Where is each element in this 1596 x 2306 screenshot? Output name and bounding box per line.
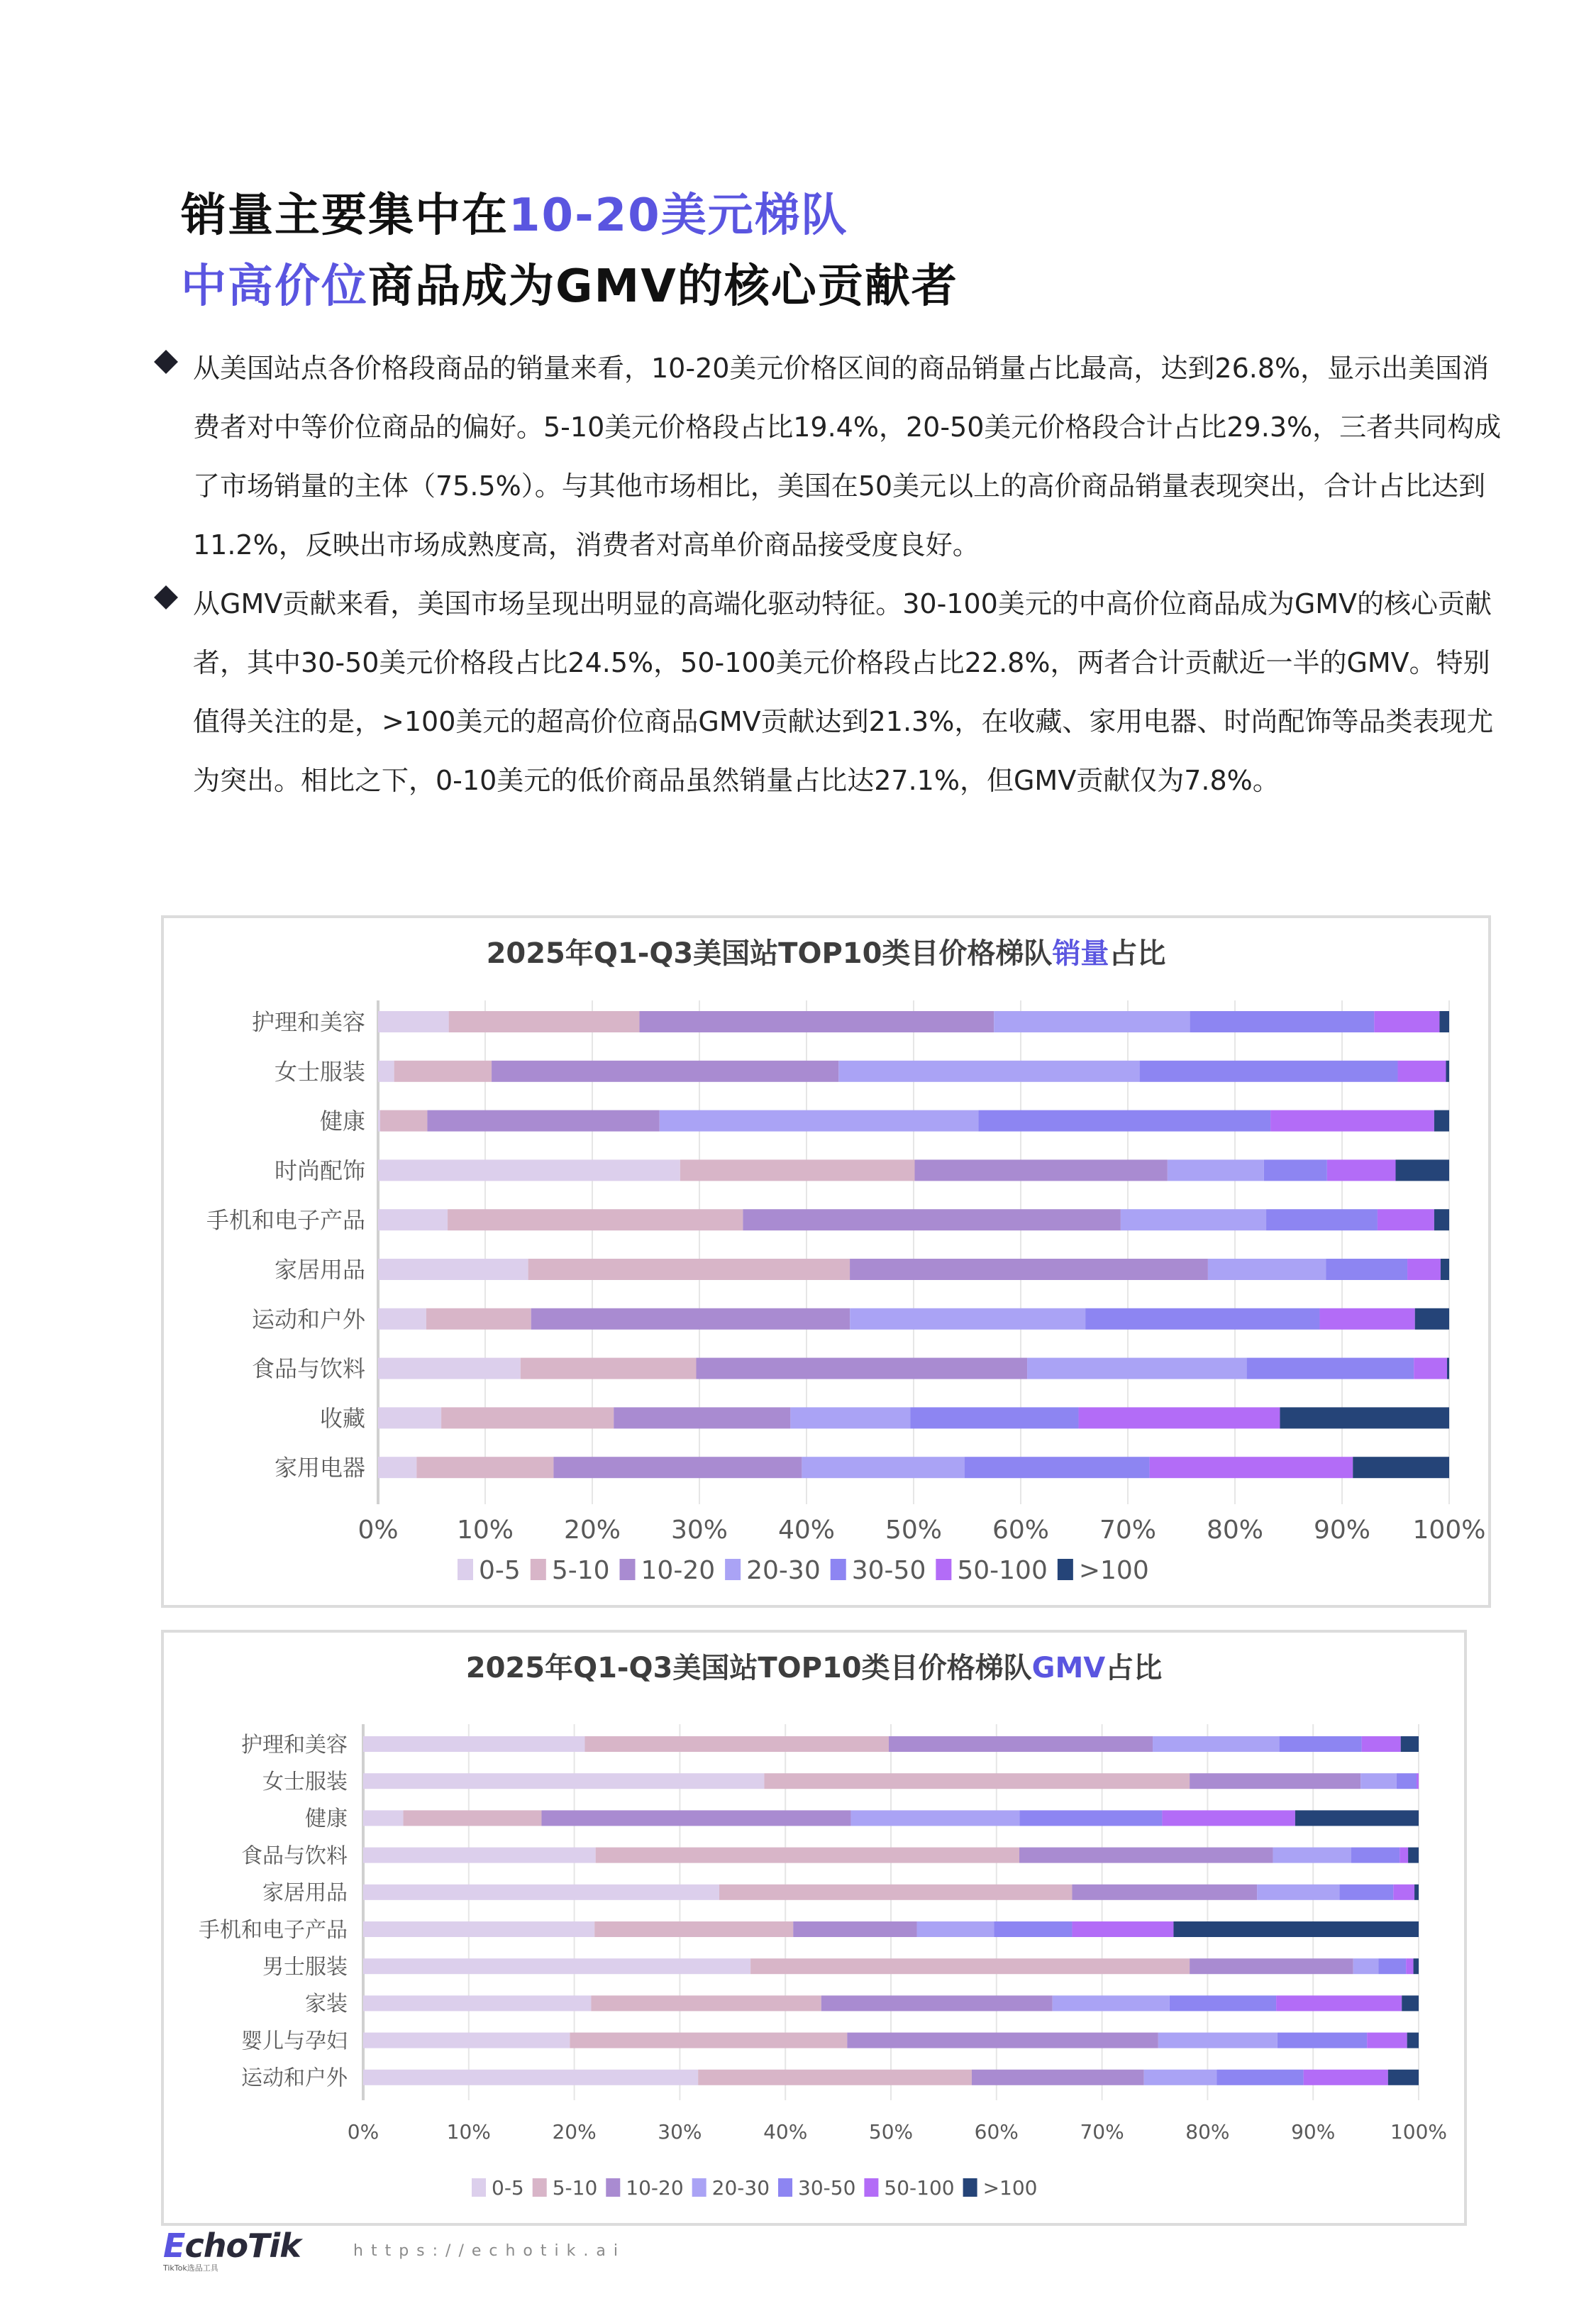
legend-swatch [692,2178,706,2197]
bar-segment-20-30 [660,1110,979,1132]
bar-segment-50-100 [1367,2033,1407,2048]
bullet-paragraph-gmv [155,575,1502,810]
legend-swatch [472,2178,486,2197]
logo-subtitle: TikTok选品工具 [163,2263,218,2273]
bullet-paragraph-sales [155,339,1502,575]
bar-segment-10-20 [847,2033,1158,2048]
legend-swatch [458,1559,473,1580]
legend-swatch [936,1559,951,1580]
category-label: 护理和美容 [241,1732,348,1758]
bar-segment-50-100 [1414,1358,1447,1379]
bar-segment-5-10 [719,1885,1072,1900]
bar-segment-20-30 [1153,1736,1280,1752]
bar-segment->100 [1441,1259,1449,1280]
bar-segment-50-100 [1276,1995,1402,2011]
bar-segment-0-5 [363,2033,570,2048]
x-tick-label: 40% [763,2120,808,2144]
page-title-line-1 [181,179,848,244]
bar-segment-30-50 [910,1407,1078,1428]
bar-segment-10-20 [850,1259,1208,1280]
x-tick-label: 70% [1099,1516,1157,1545]
legend-swatch [725,1559,741,1580]
legend-label: >100 [1078,1555,1149,1585]
bar-segment-20-30 [790,1407,910,1428]
x-tick-label: 60% [992,1516,1050,1545]
bar-segment->100 [1173,1921,1419,1937]
bar-segment->100 [1401,1736,1419,1752]
bar-segment-20-30 [850,1308,1085,1330]
bar-segment->100 [1434,1110,1449,1132]
diamond-bullet-icon [154,585,178,609]
bar-segment-0-5 [363,1995,591,2011]
x-tick-label: 30% [670,1516,728,1545]
bar-segment-10-20 [821,1995,1053,2011]
bar-segment-10-20 [696,1358,1027,1379]
legend-swatch [606,2178,620,2197]
legend-label: 5-10 [551,1555,610,1585]
category-label: 食品与饮料 [251,1355,365,1383]
bar-segment-30-50 [1170,1995,1276,2011]
bar-segment-10-20 [915,1159,1168,1181]
page-title-line-2 [181,250,958,315]
bar-segment-5-10 [570,2033,847,2048]
bar-segment-5-10 [441,1407,614,1428]
legend-label: 10-20 [641,1555,716,1585]
legend-swatch [1058,1559,1073,1580]
bar-segment-0-5 [378,1457,416,1478]
chart-title-prefix: 2025年Q1-Q3美国站TOP10类目价格梯队 [486,937,1053,970]
category-label: 女士服装 [274,1058,365,1086]
bar-segment-50-100 [1079,1407,1280,1428]
bar-segment-10-20 [492,1061,838,1082]
bar-segment-0-5 [378,1358,521,1379]
x-tick-label: 20% [563,1516,621,1545]
bar-segment-30-50 [1190,1011,1375,1032]
bar-segment->100 [1295,1810,1419,1826]
legend-swatch [533,2178,547,2197]
bar-segment-20-30 [1144,2070,1217,2085]
gmv-share-chart [161,1630,1467,2226]
bar-segment-0-5 [378,1407,441,1428]
bar-segment-20-30 [1158,2033,1278,2048]
x-tick-label: 30% [658,2120,702,2144]
x-tick-label: 100% [1390,2120,1448,2144]
category-label: 时尚配饰 [274,1157,365,1184]
bar-segment->100 [1396,1159,1450,1181]
bar-segment->100 [1388,2070,1419,2085]
bar-segment-5-10 [448,1209,743,1230]
bullet-text: 从GMV贡献来看，美国市场呈现出明显的高端化驱动特征。30-100美元的中高价位商品成为GMV的核心贡献者，其中30-50美元价格段占比24.5%，50-100美元价格段占比22.8%，两者合计贡献近一半的GMV。特别值得关注的是，>100美元的超高价位商品GMV贡献达到21.3%，在收藏、家用电器、时尚配饰等品类表现尤为突出。相比之下，0-10美元的低价商品虽然销量占比达27.1%，但GMV贡献仅为7.8%。 [193,588,1494,796]
bar-segment->100 [1446,1061,1449,1082]
bar-segment-10-20 [793,1921,916,1937]
bar-segment-20-30 [1257,1885,1339,1900]
bar-segment-30-50 [994,1921,1072,1937]
legend-label: 50-100 [884,2176,955,2200]
x-tick-label: 70% [1080,2120,1124,2144]
x-tick-label: 80% [1185,2120,1230,2144]
footer-url-link[interactable]: https://echotik.ai [353,2242,626,2260]
bar-segment-0-5 [378,1061,394,1082]
bar-segment-10-20 [1019,1848,1273,1863]
bar-segment-20-30 [802,1457,964,1478]
bar-segment-30-50 [1140,1061,1398,1082]
chart-title-accent: GMV [1031,1652,1106,1684]
echotik-logo [163,2227,301,2273]
bar-segment-50-100 [1417,1773,1419,1789]
bar-segment-30-50 [965,1457,1150,1478]
bar-segment-20-30 [1027,1358,1247,1379]
category-label: 食品与饮料 [241,1843,348,1869]
category-label: 手机和电子产品 [206,1206,365,1234]
category-label: 健康 [305,1806,348,1832]
bar-segment->100 [1414,1885,1419,1900]
bar-segment-5-10 [698,2070,972,2085]
category-label: 婴儿与孕妇 [241,2029,348,2054]
bar-segment-5-10 [404,1810,542,1826]
bar-segment-30-50 [1280,1736,1362,1752]
bar-segment-30-50 [1339,1885,1393,1900]
bar-segment-50-100 [1406,1958,1413,1974]
x-tick-label: 0% [358,1516,399,1545]
bar-segment-10-20 [1190,1958,1353,1974]
bar-segment-50-100 [1327,1159,1396,1181]
bar-segment->100 [1439,1011,1449,1032]
x-tick-label: 10% [456,1516,514,1545]
bar-segment-30-50 [978,1110,1270,1132]
legend-label: >100 [982,2176,1038,2200]
bar-segment-50-100 [1407,1259,1441,1280]
category-label: 男士服装 [262,1955,348,1980]
sales-share-chart-svg [164,918,1488,1605]
bar-segment-10-20 [1072,1885,1257,1900]
category-label: 家居用品 [262,1880,348,1906]
bar-segment-10-20 [1190,1773,1361,1789]
bar-segment-0-5 [378,1259,528,1280]
bar-segment-0-5 [363,2070,698,2085]
bar-segment-30-50 [1020,1810,1163,1826]
bar-segment-5-10 [764,1773,1190,1789]
bar-segment->100 [1353,1457,1449,1478]
bar-segment-10-20 [427,1110,659,1132]
bar-segment-5-10 [591,1995,821,2011]
bar-segment-30-50 [1351,1848,1400,1863]
category-label: 女士服装 [262,1770,348,1794]
bar-segment-0-5 [363,1848,596,1863]
bar-segment-20-30 [994,1011,1190,1032]
category-label: 收藏 [319,1404,365,1432]
category-label: 家装 [305,1992,348,2017]
bar-segment-5-10 [584,1736,889,1752]
logo-e-mark: E [163,2227,185,2265]
bar-segment-20-30 [1053,1995,1170,2011]
chart-title-prefix: 2025年Q1-Q3美国站TOP10类目价格梯队 [465,1652,1032,1684]
title-line1-prefix: 销量主要集中在 [181,189,509,242]
x-tick-label: 90% [1313,1516,1371,1545]
title-line2-suffix: 商品成为GMV的核心贡献者 [368,260,958,313]
bar-segment-0-5 [378,1159,680,1181]
bar-segment-5-10 [449,1011,640,1032]
bar-segment-50-100 [1319,1308,1414,1330]
bar-segment-30-50 [1278,2033,1367,2048]
legend-label: 5-10 [552,2176,598,2200]
bullet-text: 从美国站点各价格段商品的销量来看，10-20美元价格区间的商品销量占比最高，达到26.8%，显示出美国消费者对中等价位商品的偏好。5-10美元价格段占比19.4%，20-50美元价格段合计占比29.3%，三者共同构成了市场销量的主体（75.5%）。与其他市场相比，美国在50美元以上的高价商品销量表现突出，合计占比达到11.2%，反映出市场成熟度高，消费者对高单价商品接受度良好。 [193,353,1502,561]
bar-segment-10-20 [541,1810,850,1826]
bar-segment-10-20 [531,1308,850,1330]
bar-segment-20-30 [1273,1848,1351,1863]
bar-segment-5-10 [680,1159,915,1181]
bar-segment-5-10 [394,1061,492,1082]
legend-label: 0-5 [479,1555,521,1585]
diamond-bullet-icon [154,350,178,374]
x-tick-label: 0% [347,2120,379,2144]
bar-segment-0-5 [378,1209,448,1230]
bar-segment->100 [1408,1848,1419,1863]
bar-segment-5-10 [528,1259,850,1280]
bar-segment-5-10 [426,1308,531,1330]
bar-segment-50-100 [1393,1885,1414,1900]
bar-segment-5-10 [596,1848,1019,1863]
bar-segment->100 [1434,1209,1449,1230]
bar-segment-0-5 [378,1011,449,1032]
bar-segment-5-10 [750,1958,1190,1974]
bar-segment-50-100 [1150,1457,1353,1478]
bar-segment-30-50 [1378,1958,1406,1974]
bar-segment-10-20 [743,1209,1120,1230]
bar-segment-0-5 [363,1736,584,1752]
bar-segment-30-50 [1397,1773,1417,1789]
bar-segment-0-5 [363,1810,404,1826]
bar-segment-10-20 [889,1736,1153,1752]
category-label: 运动和户外 [241,2065,348,2091]
bar-segment-0-5 [363,1885,719,1900]
bar-segment-20-30 [916,1921,994,1937]
category-label: 手机和电子产品 [199,1917,348,1943]
legend-swatch [864,2178,878,2197]
bar-segment-10-20 [972,2070,1144,2085]
legend-label: 50-100 [957,1555,1048,1585]
bar-segment-30-50 [1326,1259,1407,1280]
bar-segment-50-100 [1270,1110,1434,1132]
logo-text: choTik [184,2227,301,2265]
bar-segment-50-100 [1162,1810,1295,1826]
legend-label: 30-50 [798,2176,856,2200]
legend-label: 30-50 [851,1555,926,1585]
legend-swatch [963,2178,977,2197]
bar-segment-30-50 [1217,2070,1304,2085]
bar-segment-20-30 [1121,1209,1266,1230]
x-tick-label: 20% [552,2120,597,2144]
bar-segment-20-30 [838,1061,1139,1082]
bar-segment-30-50 [1085,1308,1319,1330]
chart-title-suffix: 占比 [1105,1652,1163,1684]
bar-segment->100 [1415,1308,1449,1330]
bar-segment-30-50 [1264,1159,1327,1181]
bar-segment->100 [1447,1358,1449,1379]
bar-segment-5-10 [521,1358,697,1379]
bar-segment-5-10 [594,1921,793,1937]
gmv-share-chart-svg [164,1633,1464,2223]
bar-segment-0-5 [378,1110,380,1132]
bar-segment-50-100 [1072,1921,1173,1937]
title-line1-accent: 10-20美元梯队 [509,189,848,242]
category-label: 护理和美容 [251,1008,365,1036]
x-tick-label: 90% [1291,2120,1336,2144]
category-label: 健康 [319,1108,365,1135]
bar-segment-30-50 [1247,1358,1414,1379]
bar-segment-5-10 [380,1110,427,1132]
bar-segment-5-10 [416,1457,553,1478]
x-tick-label: 60% [974,2120,1019,2144]
bar-segment-50-100 [1378,1209,1434,1230]
bar-segment-20-30 [1168,1159,1264,1181]
bar-segment-0-5 [363,1773,764,1789]
bar-segment-0-5 [363,1921,594,1937]
bar-segment-50-100 [1374,1011,1439,1032]
category-label: 家用电器 [274,1454,365,1482]
bar-segment-50-100 [1362,1736,1401,1752]
chart-title-suffix: 占比 [1109,937,1166,970]
bar-segment-30-50 [1266,1209,1378,1230]
category-label: 运动和户外 [251,1306,365,1333]
bar-segment-0-5 [363,1958,750,1974]
chart-title-accent: 销量 [1052,937,1109,970]
legend-swatch [778,2178,792,2197]
legend-label: 0-5 [492,2176,524,2200]
x-tick-label: 10% [446,2120,491,2144]
legend-label: 20-30 [711,2176,770,2200]
x-tick-label: 50% [885,1516,943,1545]
bar-segment-50-100 [1398,1061,1446,1082]
bar-segment-10-20 [553,1457,802,1478]
x-tick-label: 40% [777,1516,836,1545]
bar-segment->100 [1280,1407,1449,1428]
legend-label: 10-20 [626,2176,684,2200]
legend-swatch [831,1559,846,1580]
legend-swatch [620,1559,636,1580]
bar-segment->100 [1407,2033,1419,2048]
legend-label: 20-30 [746,1555,821,1585]
bar-segment->100 [1402,1995,1419,2011]
bar-segment-20-30 [1353,1958,1379,1974]
x-tick-label: 50% [868,2120,914,2144]
category-label: 家居用品 [274,1256,365,1284]
bar-segment-20-30 [1208,1259,1326,1280]
bar-segment-10-20 [614,1407,790,1428]
logo-wordmark [163,2227,301,2265]
x-tick-label: 100% [1412,1516,1486,1545]
bar-segment-50-100 [1304,2070,1388,2085]
bar-segment-20-30 [850,1810,1019,1826]
bar-segment-50-100 [1400,1848,1408,1863]
bar-segment-0-5 [378,1308,426,1330]
title-line2-accent: 中高价位 [181,260,368,313]
x-tick-label: 80% [1206,1516,1264,1545]
bar-segment-20-30 [1361,1773,1397,1789]
bar-segment->100 [1414,1958,1419,1974]
sales-share-chart [161,915,1491,1608]
legend-swatch [531,1559,546,1580]
bar-segment-10-20 [639,1011,994,1032]
